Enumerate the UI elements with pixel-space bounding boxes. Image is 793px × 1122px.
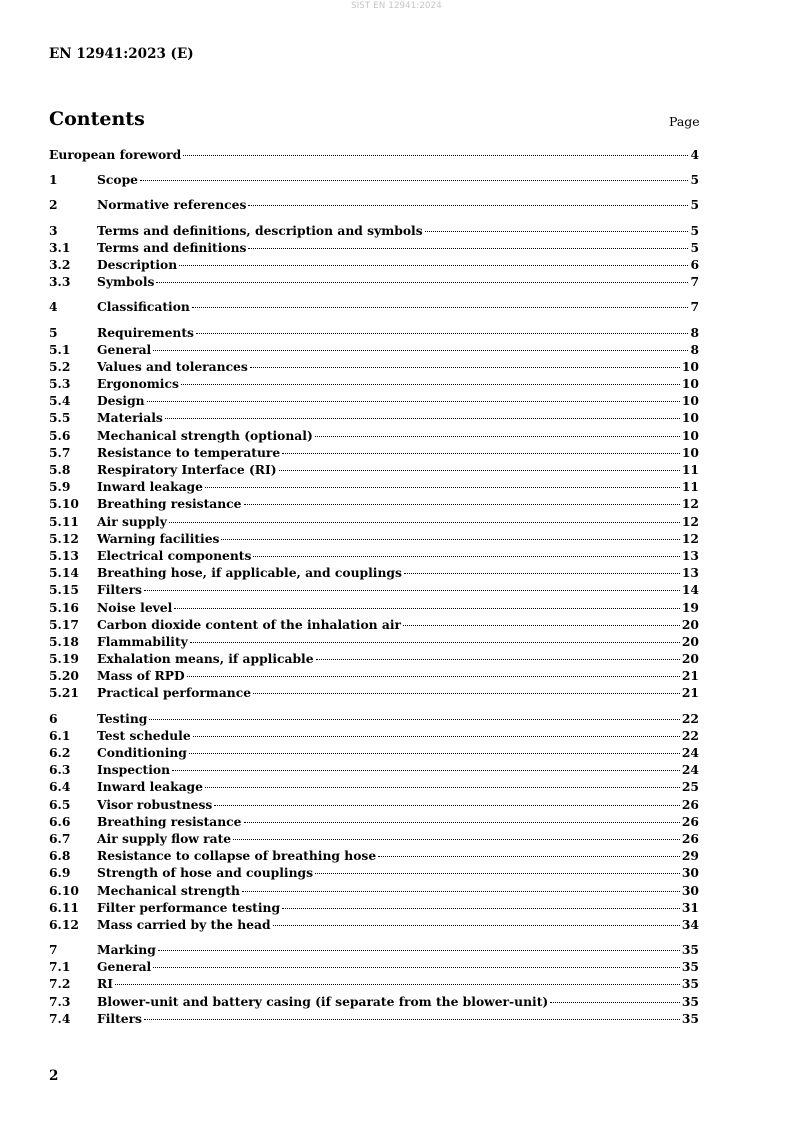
toc-dot-leader (192, 307, 689, 308)
toc-dot-leader (156, 282, 688, 283)
toc-dot-leader (183, 155, 688, 156)
toc-dot-leader (248, 248, 688, 249)
toc-dot-leader (190, 642, 680, 643)
toc-dot-leader (181, 384, 680, 385)
toc-entry-title: General (97, 341, 152, 357)
toc-entry-title: European foreword (49, 147, 182, 162)
toc-entry-number: 6.4 (49, 779, 71, 795)
toc-entry-title: Mechanical strength (97, 882, 240, 898)
toc-entry-page: 8 (690, 341, 699, 357)
toc-entry[interactable] (49, 461, 699, 478)
toc-entry-page: 26 (681, 830, 699, 846)
toc-entry-number: 5.16 (49, 599, 79, 615)
toc-entry-number: 6.9 (49, 865, 71, 881)
toc-entry-page: 22 (681, 727, 699, 743)
toc-entry-page: 35 (681, 976, 699, 992)
toc-entry-number: 5.14 (49, 565, 79, 581)
toc-entry-page: 19 (681, 599, 699, 615)
toc-section-group (49, 196, 699, 213)
toc-entry[interactable] (49, 495, 699, 512)
toc-entry[interactable] (49, 358, 699, 375)
toc-dot-leader (550, 1002, 680, 1003)
toc-entry-number: 6.11 (49, 899, 79, 915)
toc-entry[interactable] (49, 684, 699, 701)
toc-entry-title: Terms and definitions, description and symbols (97, 222, 423, 238)
toc-entry-page: 35 (681, 1010, 699, 1026)
toc-dot-leader (425, 231, 689, 232)
toc-dot-leader (214, 805, 680, 806)
toc-entry[interactable] (49, 239, 699, 256)
toc-dot-leader (144, 1019, 680, 1020)
toc-entry-number: 5.13 (49, 547, 79, 563)
toc-entry-title: Strength of hose and couplings (97, 865, 314, 881)
toc-entry-number: 1 (49, 172, 58, 188)
toc-entry-title: Classification (97, 299, 190, 315)
toc-dot-leader (205, 487, 680, 488)
toc-entry[interactable] (49, 993, 699, 1010)
toc-dot-leader (316, 659, 680, 660)
toc-entry-title: Marking (97, 942, 156, 958)
toc-dot-leader (187, 676, 680, 677)
toc-entry[interactable] (49, 196, 699, 213)
toc-entry[interactable] (49, 478, 699, 495)
toc-entry-number: 6 (49, 710, 58, 726)
toc-entry[interactable] (49, 616, 699, 633)
toc-entry-page: 7 (690, 299, 699, 315)
page-column-label: Page (669, 114, 700, 129)
toc-entry-title: General (97, 959, 152, 975)
toc-dot-leader (279, 470, 680, 471)
toc-entry-number: 4 (49, 299, 58, 315)
toc-entry[interactable] (49, 864, 699, 881)
toc-entry-number: 7.2 (49, 976, 71, 992)
toc-dot-leader (174, 608, 680, 609)
toc-entry[interactable] (49, 633, 699, 650)
toc-entry-number: 5.21 (49, 685, 79, 701)
toc-entry[interactable] (49, 146, 699, 163)
toc-dot-leader (403, 625, 680, 626)
toc-dot-leader (315, 873, 680, 874)
toc-entry-title: Breathing hose, if applicable, and couplings (97, 565, 402, 581)
toc-entry[interactable] (49, 778, 699, 795)
toc-section-group (49, 941, 699, 1027)
toc-dot-leader (244, 822, 680, 823)
toc-entry-number: 5.18 (49, 633, 79, 649)
toc-entry-number: 6.8 (49, 848, 71, 864)
toc-entry-number: 7 (49, 942, 58, 958)
toc-dot-leader (248, 205, 688, 206)
toc-entry[interactable] (49, 916, 699, 933)
toc-entry-page: 6 (690, 256, 699, 272)
toc-entry[interactable] (49, 830, 699, 847)
toc-dot-leader (158, 950, 680, 951)
toc-entry-page: 30 (681, 865, 699, 881)
toc-entry-title: Testing (97, 710, 148, 726)
toc-entry-title: Flammability (97, 633, 188, 649)
toc-entry[interactable] (49, 599, 699, 616)
toc-section-group (49, 222, 699, 291)
toc-entry-page: 10 (681, 393, 699, 409)
toc-entry-number: 6.10 (49, 882, 79, 898)
toc-entry-number: 5.12 (49, 530, 79, 546)
toc-entry-number: 5.5 (49, 410, 71, 426)
toc-entry-page: 21 (681, 668, 699, 684)
toc-entry-number: 5.20 (49, 668, 79, 684)
toc-entry[interactable] (49, 882, 699, 899)
toc-dot-leader (153, 350, 688, 351)
toc-entry-title: Ergonomics (97, 376, 179, 392)
toc-entry-number: 5.3 (49, 376, 71, 392)
toc-entry-page: 24 (681, 745, 699, 760)
toc-entry-page: 31 (681, 899, 699, 915)
toc-entry-number: 5.9 (49, 479, 71, 495)
toc-entry-title: Breathing resistance (97, 813, 242, 829)
toc-entry[interactable] (49, 581, 699, 598)
toc-entry-page: 10 (681, 376, 699, 392)
toc-dot-leader (179, 265, 688, 266)
toc-entry-number: 6.2 (49, 745, 71, 760)
toc-section-group (49, 146, 699, 163)
toc-entry[interactable] (49, 796, 699, 813)
page-title: Contents (49, 108, 145, 130)
toc-entry-number: 7.1 (49, 959, 71, 975)
toc-entry-title: Resistance to collapse of breathing hose (97, 848, 377, 864)
toc-entry[interactable] (49, 392, 699, 409)
toc-entry[interactable] (49, 564, 699, 581)
toc-dot-leader (205, 787, 680, 788)
toc-dot-leader (378, 856, 680, 857)
toc-entry-number: 7.3 (49, 993, 71, 1009)
toc-dot-leader (149, 719, 679, 720)
toc-entry-title: Inward leakage (97, 779, 203, 795)
toc-entry-page: 5 (690, 197, 699, 213)
table-of-contents (49, 146, 699, 1035)
toc-entry-number: 7.4 (49, 1010, 71, 1026)
toc-entry-page: 5 (690, 222, 699, 238)
toc-entry-number: 6.7 (49, 830, 71, 846)
toc-dot-leader (253, 556, 679, 557)
toc-entry-title: Terms and definitions (97, 239, 247, 255)
toc-dot-leader (282, 908, 680, 909)
toc-entry[interactable] (49, 547, 699, 564)
toc-entry[interactable] (49, 409, 699, 426)
toc-entry[interactable] (49, 899, 699, 916)
toc-entry-title: Symbols (97, 274, 155, 290)
toc-entry-page: 20 (681, 651, 699, 667)
toc-entry-page: 5 (690, 172, 699, 188)
toc-entry[interactable] (49, 813, 699, 830)
toc-entry-title: Normative references (97, 197, 247, 213)
toc-entry-title: Materials (97, 410, 163, 426)
toc-dot-leader (250, 367, 680, 368)
toc-entry-page: 4 (690, 147, 699, 162)
toc-entry[interactable] (49, 298, 699, 315)
toc-dot-leader (404, 573, 680, 574)
toc-entry-number: 6.1 (49, 727, 71, 743)
toc-entry-number: 3.3 (49, 274, 71, 290)
toc-entry-title: Exhalation means, if applicable (97, 651, 314, 667)
toc-entry[interactable] (49, 171, 699, 188)
toc-entry-number: 5.4 (49, 393, 71, 409)
toc-entry-number: 6.5 (49, 796, 71, 812)
toc-entry[interactable] (49, 761, 699, 778)
toc-entry-number: 5.19 (49, 651, 79, 667)
toc-entry[interactable] (49, 341, 699, 358)
toc-entry[interactable] (49, 710, 699, 727)
toc-dot-leader (196, 333, 689, 334)
toc-entry[interactable] (49, 744, 699, 761)
toc-entry-page: 30 (681, 882, 699, 898)
toc-entry-title: Noise level (97, 599, 173, 615)
toc-section-group (49, 710, 699, 933)
toc-entry-number: 6.6 (49, 813, 71, 829)
toc-entry-page: 7 (690, 274, 699, 290)
toc-entry[interactable] (49, 324, 699, 341)
toc-section-group (49, 324, 699, 702)
toc-dot-leader (144, 590, 680, 591)
toc-entry-page: 34 (681, 916, 699, 932)
toc-entry-title: Air supply flow rate (97, 830, 232, 846)
toc-entry-title: Filters (97, 582, 142, 598)
toc-dot-leader (115, 984, 680, 985)
toc-entry-page: 25 (681, 779, 699, 795)
toc-entry-page: 22 (681, 710, 699, 726)
toc-entry-page: 13 (681, 565, 699, 581)
toc-entry[interactable] (49, 222, 699, 239)
toc-dot-leader (282, 453, 680, 454)
toc-entry-page: 26 (681, 796, 699, 812)
toc-entry-title: Carbon dioxide content of the inhalation air (97, 616, 402, 632)
toc-entry-title: Air supply (97, 513, 167, 529)
toc-entry-page: 10 (681, 444, 699, 460)
toc-entry-page: 11 (681, 479, 699, 495)
toc-entry-page: 24 (681, 762, 699, 778)
toc-entry-title: Test schedule (97, 727, 191, 743)
toc-dot-leader (169, 522, 680, 523)
toc-entry-number: 5.10 (49, 496, 79, 512)
toc-entry[interactable] (49, 513, 699, 530)
toc-dot-leader (253, 693, 680, 694)
toc-entry[interactable] (49, 444, 699, 461)
toc-entry[interactable] (49, 427, 699, 444)
toc-section-group (49, 298, 699, 315)
toc-dot-leader (242, 891, 680, 892)
toc-entry-page: 21 (681, 685, 699, 701)
toc-entry-page: 20 (681, 633, 699, 649)
toc-entry-number: 5.1 (49, 341, 71, 357)
toc-entry-title: Practical performance (97, 685, 252, 701)
toc-entry-title: Visor robustness (97, 796, 213, 812)
toc-entry-page: 10 (681, 427, 699, 443)
toc-entry-page: 13 (681, 547, 699, 563)
toc-entry-number: 5.8 (49, 462, 71, 477)
toc-entry-title: Filter performance testing (97, 899, 281, 915)
toc-entry-number: 3.2 (49, 256, 71, 272)
toc-entry-title: Design (97, 393, 145, 409)
toc-entry-title: Respiratory Interface (RI) (97, 462, 277, 477)
toc-entry-title: Inspection (97, 762, 171, 778)
toc-entry[interactable] (49, 847, 699, 864)
toc-dot-leader (233, 839, 680, 840)
toc-dot-leader (221, 539, 679, 540)
toc-entry-page: 20 (681, 616, 699, 632)
toc-entry-page: 29 (681, 848, 699, 864)
document-id: EN 12941:2023 (E) (49, 46, 194, 62)
toc-entry-number: 3.1 (49, 239, 71, 255)
toc-entry-title: Conditioning (97, 745, 187, 760)
toc-entry-page: 10 (681, 410, 699, 426)
toc-entry[interactable] (49, 256, 699, 273)
toc-dot-leader (147, 401, 680, 402)
toc-entry[interactable] (49, 958, 699, 975)
toc-entry-title: Breathing resistance (97, 496, 242, 512)
toc-entry-number: 5.17 (49, 616, 79, 632)
toc-entry-number: 6.3 (49, 762, 71, 778)
toc-dot-leader (189, 753, 680, 754)
toc-entry-page: 12 (681, 530, 699, 546)
toc-entry[interactable] (49, 1010, 699, 1027)
toc-entry-title: Blower-unit and battery casing (if separate from the blower-unit) (97, 993, 549, 1009)
toc-entry[interactable] (49, 650, 699, 667)
toc-entry-number: 5 (49, 324, 58, 340)
toc-entry[interactable] (49, 941, 699, 958)
toc-entry-title: Scope (97, 172, 138, 188)
toc-entry[interactable] (49, 727, 699, 744)
toc-entry-title: Mechanical strength (optional) (97, 427, 313, 443)
toc-entry-page: 35 (681, 942, 699, 958)
toc-section-group (49, 171, 699, 188)
toc-entry-title: RI (97, 976, 113, 992)
toc-entry-title: Inward leakage (97, 479, 203, 495)
toc-entry-page: 35 (681, 959, 699, 975)
toc-entry-number: 5.7 (49, 444, 71, 460)
toc-entry-title: Mass carried by the head (97, 916, 271, 932)
toc-entry[interactable] (49, 273, 699, 290)
toc-dot-leader (172, 770, 680, 771)
toc-entry-title: Filters (97, 1010, 142, 1026)
toc-entry-number: 5.15 (49, 582, 79, 598)
toc-entry[interactable] (49, 975, 699, 992)
toc-entry-number: 5.11 (49, 513, 79, 529)
toc-dot-leader (315, 436, 680, 437)
toc-dot-leader (273, 925, 680, 926)
toc-entry-page: 5 (690, 239, 699, 255)
toc-entry-page: 14 (681, 582, 699, 598)
toc-entry-number: 3 (49, 222, 58, 238)
toc-entry-title: Requirements (97, 324, 194, 340)
toc-entry-page: 12 (681, 496, 699, 512)
toc-dot-leader (244, 504, 680, 505)
toc-entry-number: 5.2 (49, 358, 71, 374)
toc-entry-page: 11 (681, 462, 699, 477)
toc-dot-leader (140, 180, 688, 181)
toc-entry[interactable] (49, 667, 699, 684)
toc-entry-page: 8 (690, 324, 699, 340)
toc-entry[interactable] (49, 375, 699, 392)
toc-dot-leader (165, 418, 680, 419)
toc-entry[interactable] (49, 530, 699, 547)
watermark: SIST EN 12941:2024 (351, 1, 442, 11)
toc-entry-page: 10 (681, 358, 699, 374)
toc-dot-leader (153, 967, 680, 968)
toc-entry-page: 26 (681, 813, 699, 829)
toc-entry-title: Warning facilities (97, 530, 220, 546)
page-number: 2 (49, 1068, 59, 1084)
toc-entry-title: Mass of RPD (97, 668, 185, 684)
toc-entry-number: 2 (49, 197, 58, 213)
toc-entry-title: Resistance to temperature (97, 444, 281, 460)
toc-entry-page: 12 (681, 513, 699, 529)
toc-entry-title: Electrical components (97, 547, 252, 563)
toc-entry-title: Description (97, 256, 178, 272)
toc-entry-title: Values and tolerances (97, 358, 248, 374)
toc-entry-number: 6.12 (49, 916, 79, 932)
toc-dot-leader (193, 736, 680, 737)
toc-entry-page: 35 (681, 993, 699, 1009)
toc-entry-number: 5.6 (49, 427, 71, 443)
